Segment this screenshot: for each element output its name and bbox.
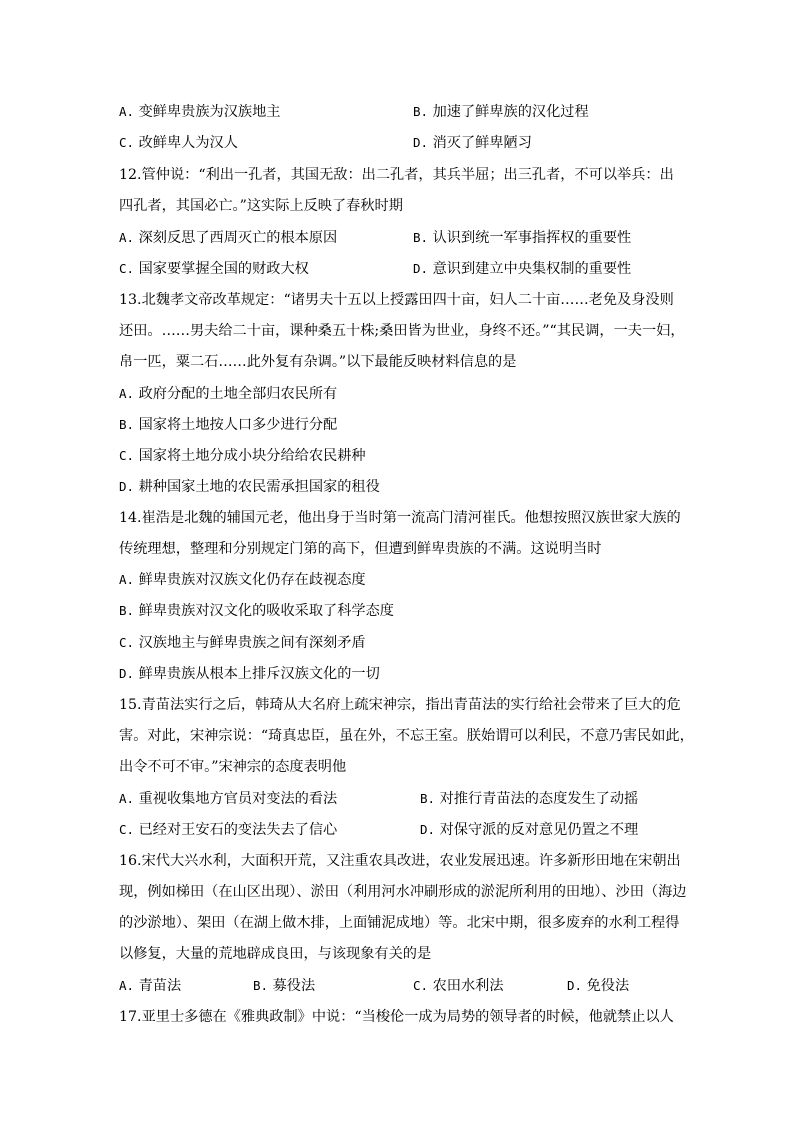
option-text: 国家将土地分成小块分给给农民耕种: [138, 448, 366, 464]
q16-stem-line: 的沙淤地）、架田（在湖上做木排，上面铺泥成地）等。北宋中期，很多废弃的水利工程得: [119, 915, 680, 931]
option-text: 对推行青苗法的态度发生了动摇: [439, 791, 639, 807]
option-text: 意识到建立中央集权制的重要性: [432, 261, 632, 277]
option-text: 鲜卑贵族对汉族文化仍存在歧视态度: [138, 572, 366, 588]
q16-stem-line: 现，例如梯田（在山区出现）、淤田（利用河水冲刷形成的淤泥所利用的田地）、沙田（海边: [119, 884, 687, 900]
option-text: 青苗法: [138, 978, 182, 994]
q14-option-d[interactable]: [119, 664, 380, 684]
q11-option-c[interactable]: [119, 133, 238, 153]
q12-stem-line: 12.管仲说：“利出一孔者，其国无敌：出二孔者，其兵半屈；出三孔者，不可以举兵：出: [119, 167, 674, 183]
option-text: 消灭了鲜卑陋习: [432, 135, 532, 151]
option-label: A.: [119, 104, 135, 119]
option-label: B.: [413, 230, 429, 245]
option-text: 认识到统一军事指挥权的重要性: [432, 230, 632, 246]
q15-option-d[interactable]: [420, 820, 638, 840]
option-text: 已经对王安石的变法失去了信心: [138, 822, 338, 838]
q14-stem-line: 14.崔浩是北魏的辅国元老，他出身于当时第一流高门清河崔氏。他想按照汉族世家大族的: [119, 510, 681, 526]
option-text: 变鲜卑贵族为汉族地主: [138, 104, 281, 120]
q13-option-c[interactable]: [119, 446, 366, 466]
q13-option-a[interactable]: [119, 384, 337, 404]
q17-stem-line: 17.亚里士多德在《雅典政制》中说：“当梭伦一成为局势的领导者的时候，他就禁止以人: [119, 1009, 674, 1025]
option-text: 鲜卑贵族从根本上排斥汉族文化的一切: [138, 666, 380, 682]
q13-option-b[interactable]: [119, 415, 337, 435]
option-text: 改鲜卑人为汉人: [138, 135, 238, 151]
q12-option-d[interactable]: [413, 259, 631, 279]
q12-stem-line: 四孔者，其国必亡。”这实际上反映了春秋时期: [119, 198, 403, 214]
option-label: B.: [413, 104, 429, 119]
option-text: 耕种国家土地的农民需承担国家的租役: [138, 479, 380, 495]
option-label: C.: [119, 635, 135, 650]
option-text: 重视收集地方官员对变法的看法: [138, 791, 338, 807]
q11-option-a[interactable]: [119, 102, 280, 122]
option-label: B.: [119, 417, 135, 432]
option-label: D.: [420, 822, 436, 837]
q11-option-d[interactable]: [413, 133, 532, 153]
q13-stem-line: 13.北魏孝文帝改革规定：“诸男夫十五以上授露田四十亩，妇人二十亩……老免及身没则: [119, 292, 674, 308]
q12-option-c[interactable]: [119, 259, 309, 279]
option-label: D.: [413, 261, 429, 276]
q14-option-c[interactable]: [119, 633, 366, 653]
q16-option-b[interactable]: [253, 976, 315, 996]
option-label: C.: [413, 978, 429, 993]
q15-stem-line: 出令不可不审。”宋神宗的态度表明他: [119, 759, 347, 775]
option-label: B.: [253, 978, 269, 993]
q14-option-a[interactable]: [119, 570, 366, 590]
q15-stem-line: 15.青苗法实行之后，韩琦从大名府上疏宋神宗，指出青苗法的实行给社会带来了巨大的危: [119, 697, 681, 713]
option-text: 汉族地主与鲜卑贵族之间有深刻矛盾: [138, 635, 366, 651]
option-label: D.: [119, 666, 135, 681]
option-text: 农田水利法: [432, 978, 504, 994]
option-label: B.: [119, 603, 135, 618]
q14-stem-line: 传统理想，整理和分别规定门第的高下，但遭到鲜卑贵族的不满。这说明当时: [119, 541, 602, 557]
option-label: A.: [119, 386, 135, 401]
option-text: 国家将土地按人口多少进行分配: [138, 417, 338, 433]
q15-option-a[interactable]: [119, 789, 337, 809]
q13-stem-line: 帛一匹，粟二石……此外复有杂调。”以下最能反映材料信息的是: [119, 354, 517, 370]
option-text: 鲜卑贵族对汉文化的吸收采取了科学态度: [138, 603, 394, 619]
q16-option-c[interactable]: [413, 976, 504, 996]
option-text: 募役法: [272, 978, 316, 994]
q15-option-b[interactable]: [420, 789, 638, 809]
q16-option-a[interactable]: [119, 976, 181, 996]
q15-stem-line: 害。对此，宋神宗说：“琦真忠臣，虽在外，不忘王室。朕始谓可以利民，不意乃害民如此，: [119, 728, 694, 744]
option-label: A.: [119, 230, 135, 245]
q16-option-d[interactable]: [567, 976, 629, 996]
q15-option-c[interactable]: [119, 820, 337, 840]
option-text: 免役法: [586, 978, 630, 994]
q16-stem-line: 16.宋代大兴水利，大面积开荒，又注重农具改进，农业发展迅速。许多新形田地在宋朝出: [119, 853, 681, 869]
option-text: 深刻反思了西周灭亡的根本原因: [138, 230, 338, 246]
option-label: C.: [119, 135, 135, 150]
option-label: D.: [413, 135, 429, 150]
option-text: 对保守派的反对意见仍置之不理: [439, 822, 639, 838]
option-label: B.: [420, 791, 436, 806]
q12-option-a[interactable]: [119, 228, 337, 248]
q16-stem-line: 以修复，大量的荒地辟成良田，与该现象有关的是: [119, 946, 432, 962]
option-text: 加速了鲜卑族的汉化过程: [432, 104, 589, 120]
option-label: D.: [567, 978, 583, 993]
q12-option-b[interactable]: [413, 228, 631, 248]
option-label: C.: [119, 448, 135, 463]
option-label: C.: [119, 261, 135, 276]
option-label: A.: [119, 978, 135, 993]
q14-option-b[interactable]: [119, 601, 394, 621]
option-text: 政府分配的土地全部归农民所有: [138, 386, 338, 402]
option-text: 国家要掌握全国的财政大权: [138, 261, 309, 277]
q13-stem-line: 还田。……男夫给二十亩，课种桑五十株;桑田皆为世业，身终不还。”“其民调，一夫一妇，: [119, 323, 685, 339]
option-label: A.: [119, 572, 135, 587]
q11-option-b[interactable]: [413, 102, 589, 122]
option-label: A.: [119, 791, 135, 806]
option-label: C.: [119, 822, 135, 837]
option-label: D.: [119, 479, 135, 494]
q13-option-d[interactable]: [119, 477, 380, 497]
